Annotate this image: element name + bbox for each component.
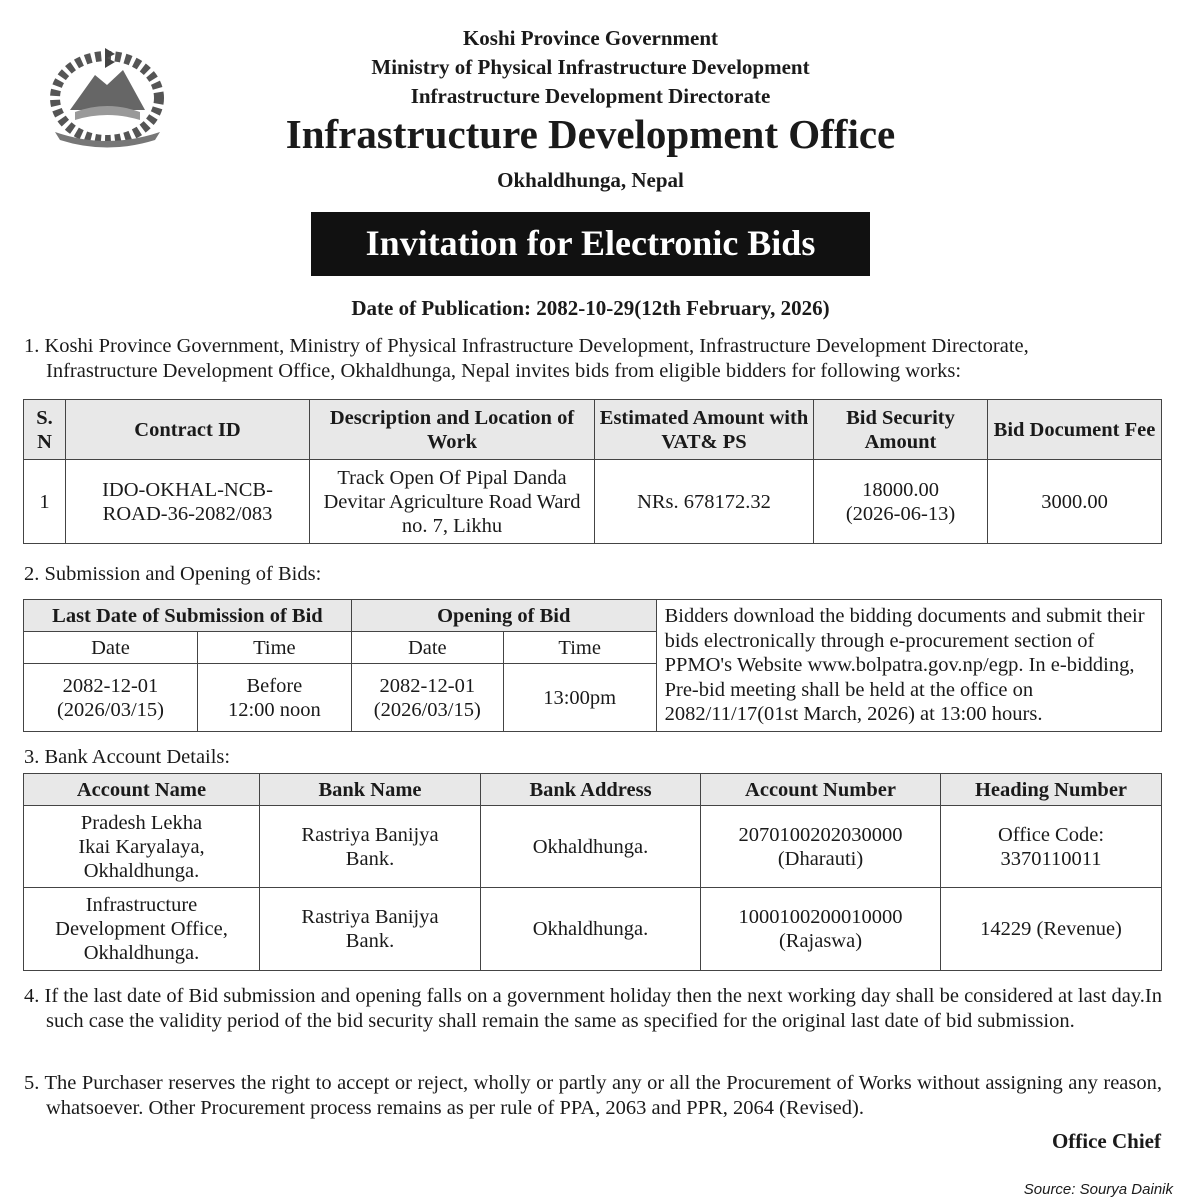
cell-estimated-amount: NRs. 678172.32 (595, 460, 814, 544)
works-table (23, 399, 1162, 544)
office-name: Infrastructure Development Office (285, 111, 896, 157)
cell-bank-name: Rastriya Banijya Bank. (260, 888, 481, 971)
subhead-date: Date (351, 632, 503, 664)
header-line-3: Infrastructure Development Directorate (410, 84, 771, 108)
cell-document-fee: 3000.00 (988, 460, 1162, 544)
paragraph-1 (24, 334, 1164, 384)
col-bank-address: Bank Address (481, 774, 701, 806)
cell-opening-date: 2082-12-01 (2026/03/15) (351, 664, 503, 732)
paragraph-1-line-1: 1. Koshi Province Government, Ministry of Physical Infrastructure Development, Infrastructure Development Directorate, (24, 335, 1029, 357)
cell-account-number: 2070100202030000 (Dharauti) (701, 806, 941, 888)
signature-office-chief: Office Chief (1051, 1129, 1161, 1153)
col-sn: S. N (24, 400, 66, 460)
table-row (24, 806, 1162, 888)
paragraph-5: 5. The Purchaser reserves the right to accept or reject, wholly or partly any or all the Procurement of Works without assigning any reason, whatsoever. Other Procurement process remains as per rule of PPA, 2063 and PPR, 2064 (Revised). (24, 1072, 1162, 1119)
header-line-1: Koshi Province Government (462, 26, 719, 50)
table-row (24, 888, 1162, 971)
cell-bid-security: 18000.00 (2026-06-13) (814, 460, 988, 544)
submission-note: Bidders download the bidding documents and submit their bids electronically through e-procurement section of PPMO's Website www.bolpatra.gov.np/egp. In e-bidding, Pre-bid meeting shall be held at the office on 2082/11/17(01st March, 2026) at 13:00 hours. (656, 600, 1161, 732)
subhead-time: Time (503, 632, 656, 664)
cell-bank-name: Rastriya Banijya Bank. (260, 806, 481, 888)
col-contract-id: Contract ID (66, 400, 310, 460)
table-row (24, 460, 1162, 544)
header-line-2: Ministry of Physical Infrastructure Development (371, 55, 810, 79)
col-document-fee: Bid Document Fee (988, 400, 1162, 460)
col-account-name: Account Name (24, 774, 260, 806)
submission-table (23, 599, 1162, 732)
cell-heading-number: 14229 (Revenue) (941, 888, 1162, 971)
paragraph-1-line-2: Infrastructure Development Office, Okhaldhunga, Nepal invites bids from eligible bidders for following works: (46, 360, 962, 382)
col-heading-number: Heading Number (941, 774, 1162, 806)
paragraph-2: 2. Submission and Opening of Bids: (24, 563, 322, 585)
cell-contract-id: IDO-OKHAL-NCB-ROAD-36-2082/083 (66, 460, 310, 544)
col-account-number: Account Number (701, 774, 941, 806)
subhead-date: Date (24, 632, 198, 664)
publication-date: Date of Publication: 2082-10-29(12th February, 2026) (351, 296, 830, 320)
office-location: Okhaldhunga, Nepal (497, 168, 684, 192)
col-opening: Opening of Bid (351, 600, 656, 632)
cell-opening-time: 13:00pm (503, 664, 656, 732)
cell-account-name: Pradesh Lekha Ikai Karyalaya, Okhaldhunga. (24, 806, 260, 888)
source-credit: Source: Sourya Dainik (1023, 1181, 1173, 1198)
subhead-time: Time (197, 632, 351, 664)
cell-submission-time: Before 12:00 noon (197, 664, 351, 732)
cell-submission-date: 2082-12-01 (2026/03/15) (24, 664, 198, 732)
cell-description: Track Open Of Pipal Danda Devitar Agriculture Road Ward no. 7, Likhu (310, 460, 595, 544)
col-estimated-amount: Estimated Amount with VAT& PS (595, 400, 814, 460)
col-description: Description and Location of Work (310, 400, 595, 460)
cell-sn: 1 (24, 460, 66, 544)
notice-title: Invitation for Electronic Bids (311, 212, 870, 276)
col-last-submission: Last Date of Submission of Bid (24, 600, 352, 632)
cell-account-number: 1000100200010000 (Rajaswa) (701, 888, 941, 971)
col-bid-security: Bid Security Amount (814, 400, 988, 460)
bank-table (23, 773, 1162, 971)
cell-heading-number: Office Code: 3370110011 (941, 806, 1162, 888)
paragraph-4: 4. If the last date of Bid submission and opening falls on a government holiday then the next working day shall be considered at last day.In such case the validity period of the bid security shall remain the same as specified for the original last date of bid submission. (24, 985, 1162, 1032)
cell-account-name: Infrastructure Development Office, Okhaldhunga. (24, 888, 260, 971)
cell-bank-address: Okhaldhunga. (481, 888, 701, 971)
paragraph-3: 3. Bank Account Details: (24, 746, 231, 768)
cell-bank-address: Okhaldhunga. (481, 806, 701, 888)
col-bank-name: Bank Name (260, 774, 481, 806)
